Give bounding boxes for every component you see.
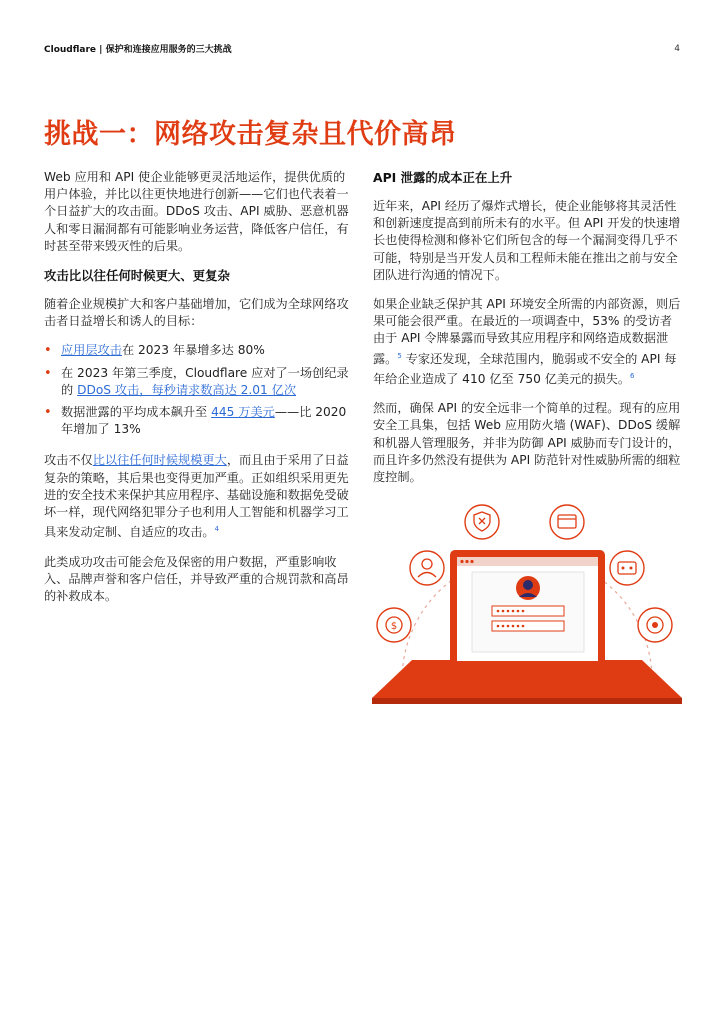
svg-text:$: $ xyxy=(390,621,398,632)
user-avatar-icon xyxy=(516,576,540,600)
page-title: 挑战一：网络攻击复杂且代价高昂 xyxy=(44,119,457,150)
credit-card-icon xyxy=(550,505,584,539)
link-larger-attacks[interactable]: 比以往任何时候规模更大 xyxy=(92,453,227,468)
footnote-5[interactable]: 5 xyxy=(397,351,402,360)
bug-icon xyxy=(610,551,644,585)
footnote-6[interactable]: 6 xyxy=(630,371,635,380)
shield-x-icon xyxy=(465,505,499,539)
link-app-layer-attacks[interactable]: 应用层攻击 xyxy=(61,343,122,358)
security-illustration xyxy=(372,500,682,706)
growth-paragraph: 随着企业规模扩大和客户基础增加，它们成为全球网络攻击者日益增长和诱人的目标： xyxy=(44,297,349,329)
list-item: • 在 2023 年第三季度，Cloudflare 应对了一场创纪录的 DDoS 攻击，每秒请求数高达 2.01 亿次 xyxy=(44,365,349,397)
stats-list xyxy=(44,342,350,438)
money-icon xyxy=(377,608,411,642)
api-growth-paragraph: 近年来，API 经历了爆炸式增长，使企业能够将其灵活性和创新速度提高到前所未有的水平。但 API 开发的快速增长也使得检测和修补它们所包含的每一个漏洞变得几乎不可能，特别是当开发人员和工程师未能在推出之前与安全团队进行沟通的情况下。 xyxy=(373,199,681,282)
subheading-api-cost: API 泄露的成本正在上升 xyxy=(373,170,513,185)
right-column xyxy=(373,169,683,498)
hacker-icon xyxy=(410,551,444,585)
page-number: 4 xyxy=(674,44,680,54)
bullet-icon: • xyxy=(44,405,52,421)
intro-paragraph: Web 应用和 API 使企业能够更灵活地运作，提供优质的用户体验，并比以往更快地进行创新——它们也代表着一个日益扩大的攻击面。DDoS 攻击、API 威胁、恶意机器人和零日漏洞都有可能影响业务运营，降低客户信任，有时甚至带来毁灭性的后果。 xyxy=(44,170,349,253)
list-item: • 应用层攻击在 2023 年暴增多达 80% xyxy=(44,343,265,359)
impact-paragraph: 此类成功攻击可能会危及保密的用户数据，严重影响收入、品牌声誉和客户信任，并导致严重的合规罚款和高昂的补救成本。 xyxy=(44,554,349,603)
subheading-attacks: 攻击比以往任何时候更大、更复杂 xyxy=(44,268,230,284)
bullet-icon: • xyxy=(44,365,52,381)
document-header: Cloudflare | 保护和连接应用服务的三大挑战 xyxy=(44,45,232,55)
list-item: • 数据泄露的平均成本飙升至 445 万美元——比 2020 年增加了 13% xyxy=(44,405,347,437)
attacks-paragraph: 攻击不仅比以往任何时候规模更大，而且由于采用了日益复杂的策略，其后果也变得更加严重。正如组织采用更先进的安全技术来保护其应用程序、基础设施和数据免受破坏一样，现代网络犯罪分子也利用人工智能和机器学习工具来发动定制、自适应的攻击。$^4$ xyxy=(44,453,349,540)
target-icon xyxy=(638,608,672,642)
api-tools-paragraph: 然而，确保 API 的安全远非一个简单的过程。现有的应用安全工具集，包括 Web 应用防火墙 (WAF)、DDoS 缓解和机器人管理服务，并非为防御 API 威胁而专门设计的，而且许多仍然没有提供为 API 防范针对性威胁所需的细粒度控制。 xyxy=(373,401,681,484)
bullet-icon: • xyxy=(44,343,52,359)
api-risk-paragraph: 如果企业缺乏保护其 API 环境安全所需的内部资源，则后果可能会很严重。在最近的一项调查中，53% 的受访者由于 API 令牌暴露而导致其应用程序和网络造成数据泄露。$^5$ 专家还发现，全球范围内，脆弱或不安全的 API 每年给企业造成了 410 亿至 750 亿美元的损失。$^6$ xyxy=(373,297,681,386)
left-column xyxy=(44,169,350,617)
footnote-4[interactable]: 4 xyxy=(214,525,220,534)
link-ddos-record[interactable]: DDoS 攻击，每秒请求数高达 2.01 亿次 xyxy=(77,382,297,397)
link-breach-cost[interactable]: 445 万美元 xyxy=(211,405,275,420)
